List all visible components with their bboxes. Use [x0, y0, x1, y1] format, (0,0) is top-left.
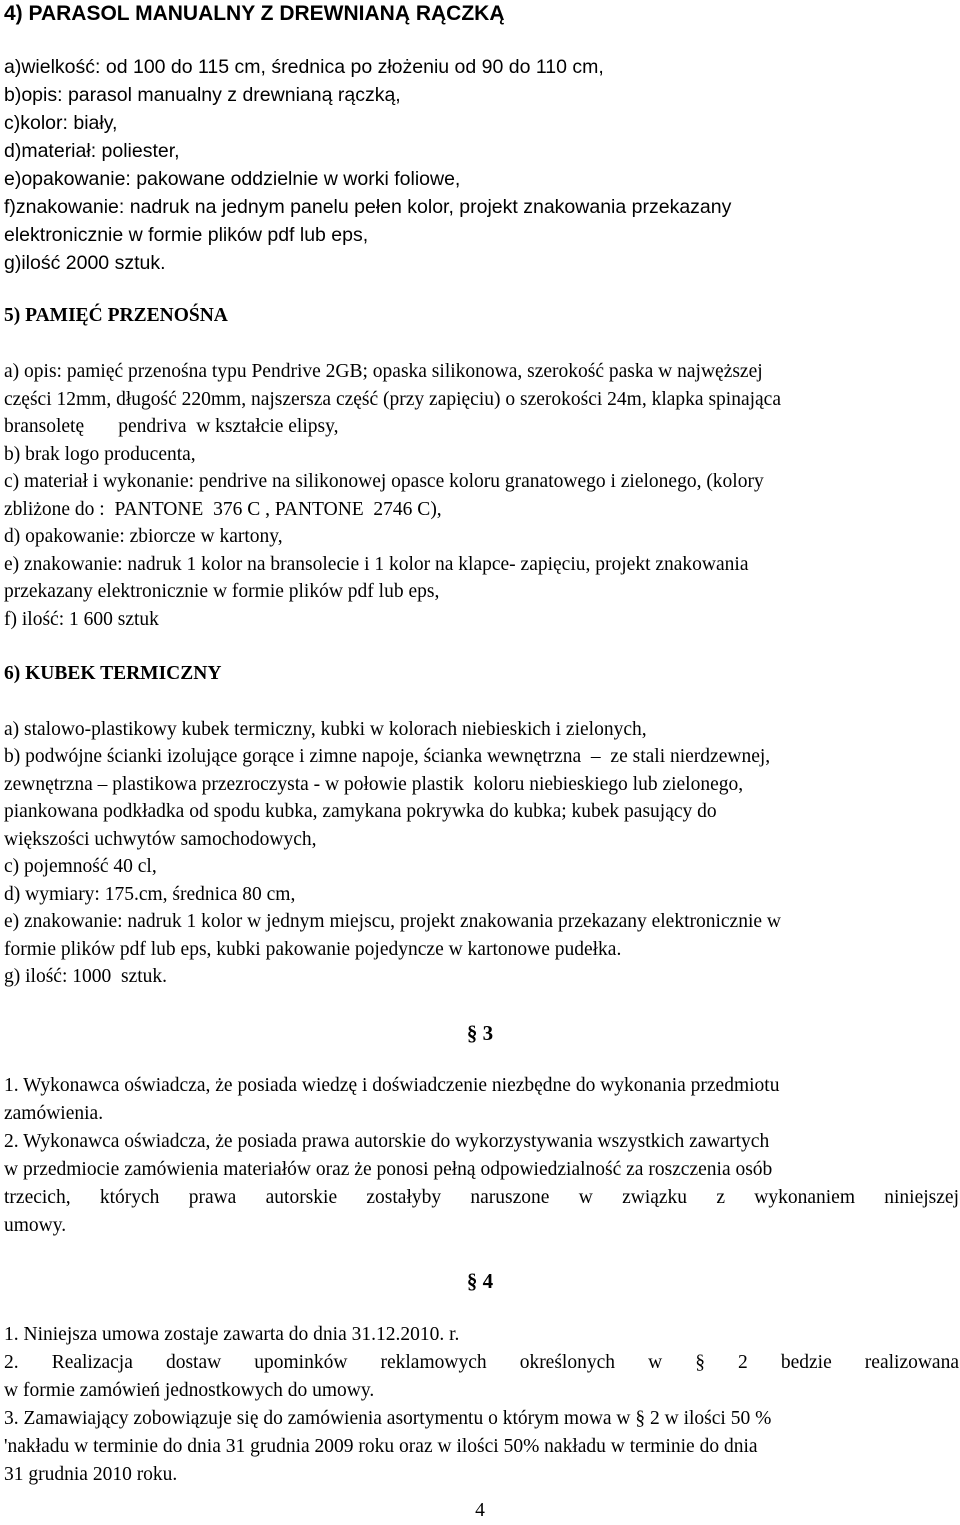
- paragraph-3-line: umowy.: [4, 1215, 67, 1236]
- paragraph-4-line: 31 grudnia 2010 roku.: [4, 1464, 178, 1485]
- section-6-line: piankowana podkładka od spodu kubka, zamykana pokrywka do kubka; kubek pasujący do: [4, 801, 717, 822]
- paragraph-4-line: 1. Niniejsza umowa zostaje zawarta do dnia 31.12.2010. r.: [4, 1324, 460, 1345]
- paragraph-3-line: trzecich, których prawa autorskie zostałyby naruszone w związku z wykonaniem niniejszej: [4, 1187, 959, 1208]
- section-5-line: części 12mm, długość 220mm, najszersza część (przy zapięciu) o szerokości 24m, klapka spinająca: [4, 389, 781, 410]
- paragraph-4-line: w formie zamówień jednostkowych do umowy.: [4, 1380, 375, 1401]
- section-6-line: formie plików pdf lub eps, kubki pakowanie pojedyncze w kartonowe pudełka.: [4, 939, 622, 960]
- section-6-line: d) wymiary: 175.cm, średnica 80 cm,: [4, 884, 296, 905]
- section-4-line: e)opakowanie: pakowane oddzielnie w worki foliowe,: [4, 168, 461, 190]
- paragraph-4-line: 'nakładu w terminie do dnia 31 grudnia 2009 roku oraz w ilości 50% nakładu w terminie do dnia: [4, 1436, 758, 1457]
- paragraph-4-line: 3. Zamawiający zobowiązuje się do zamówienia asortymentu o którym mowa w § 2 w ilości 50 %: [4, 1408, 772, 1429]
- section-5-line: e) znakowanie: nadruk 1 kolor na bransolecie i 1 kolor na klapce- zapięciu, projekt znakowania: [4, 554, 749, 575]
- paragraph-4-line: 2. Realizacja dostaw upominków reklamowych określonych w § 2 bedzie realizowana: [4, 1352, 959, 1373]
- section-5-line: f) ilość: 1 600 sztuk: [4, 609, 159, 630]
- paragraph-3-line: w przedmiocie zamówienia materiałów oraz że ponosi pełną odpowiedzialność za roszczenia osób: [4, 1159, 773, 1180]
- section-5-heading: 5) PAMIĘĆ PRZENOŚNA: [4, 305, 228, 326]
- paragraph-4-title: § 4: [466, 1269, 494, 1293]
- section-5-line: a) opis: pamięć przenośna typu Pendrive 2GB; opaska silikonowa, szerokość paska w najwęższej: [4, 361, 763, 382]
- section-6-line: zewnętrzna – plastikowa przezroczysta - w połowie plastik koloru niebieskiego lub zielonego,: [4, 774, 744, 795]
- section-4-line: g)ilość 2000 sztuk.: [4, 252, 166, 274]
- section-4-line: b)opis: parasol manualny z drewnianą rączką,: [4, 84, 401, 106]
- section-4-line: f)znakowanie: nadruk na jednym panelu pełen kolor, projekt znakowania przekazany: [4, 196, 732, 218]
- section-6-heading: 6) KUBEK TERMICZNY: [4, 663, 222, 684]
- section-6-line: e) znakowanie: nadruk 1 kolor w jednym miejscu, projekt znakowania przekazany elektronicznie w: [4, 911, 781, 932]
- paragraph-3-line: 1. Wykonawca oświadcza, że posiada wiedzę i doświadczenie niezbędne do wykonania przedmiotu: [4, 1075, 780, 1096]
- paragraph-3-line: 2. Wykonawca oświadcza, że posiada prawa autorskie do wykorzystywania wszystkich zawartych: [4, 1131, 770, 1152]
- section-6-line: a) stalowo-plastikowy kubek termiczny, kubki w kolorach niebieskich i zielonych,: [4, 719, 647, 740]
- section-6-line: g) ilość: 1000 sztuk.: [4, 966, 168, 987]
- section-6-line: c) pojemność 40 cl,: [4, 856, 157, 877]
- paragraph-3-line: zamówienia.: [4, 1103, 104, 1124]
- section-5-line: bransoletę pendriva w kształcie elipsy,: [4, 416, 339, 437]
- paragraph-3-title: § 3: [466, 1021, 494, 1045]
- section-4-line: c)kolor: biały,: [4, 112, 118, 134]
- page-number: 4: [475, 1500, 485, 1521]
- section-5-line: d) opakowanie: zbiorcze w kartony,: [4, 526, 283, 547]
- section-4-line: d)materiał: poliester,: [4, 140, 180, 162]
- section-4-heading: 4) PARASOL MANUALNY Z DREWNIANĄ RĄCZKĄ: [4, 2, 505, 25]
- section-5-line: b) brak logo producenta,: [4, 444, 196, 465]
- section-4-line: a)wielkość: od 100 do 115 cm, średnica po złożeniu od 90 do 110 cm,: [4, 56, 604, 78]
- section-6-line: b) podwójne ścianki izolujące gorące i zimne napoje, ścianka wewnętrzna – ze stali nierdzewnej,: [4, 746, 771, 767]
- section-5-line: c) materiał i wykonanie: pendrive na silikonowej opasce koloru granatowego i zielonego, (kolory: [4, 471, 764, 492]
- section-6-line: większości uchwytów samochodowych,: [4, 829, 317, 850]
- section-5-line: przekazany elektronicznie w formie plików pdf lub eps,: [4, 581, 440, 602]
- section-5-line: zbliżone do : PANTONE 376 C , PANTONE 2746 C),: [4, 499, 442, 520]
- section-4-line: elektronicznie w formie plików pdf lub eps,: [4, 224, 369, 246]
